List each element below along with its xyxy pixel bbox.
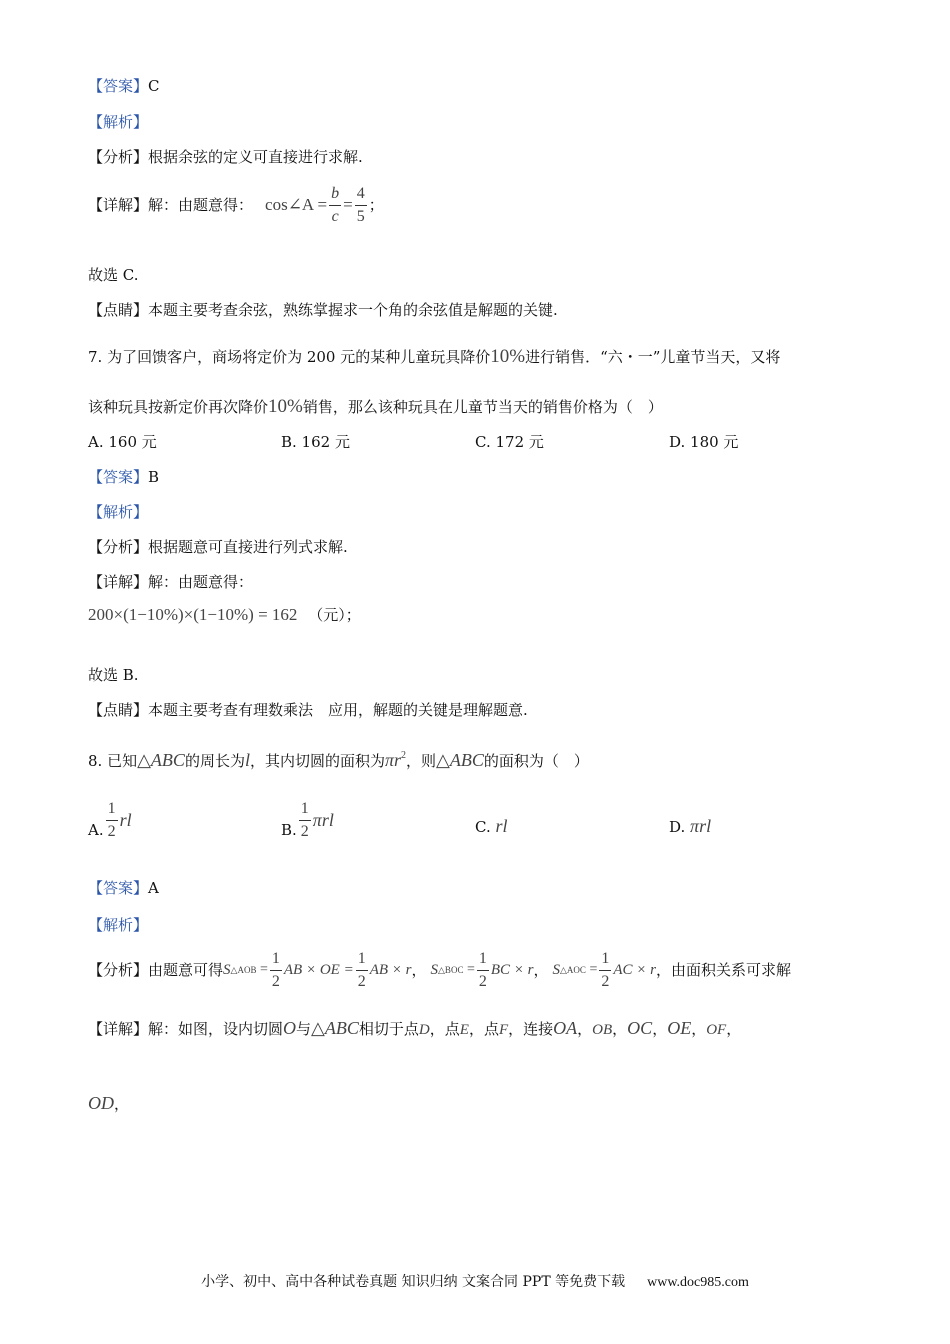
q7-percent: 10% (490, 346, 526, 367)
q8-option-a: A. $\frac{1}{2}$ rl (88, 799, 132, 840)
q6-detail-prefix: 解：由题意得： (148, 196, 254, 214)
footer-text: 小学、初中、高中各种试卷真题 知识归纳 文案合同 PPT 等免费下载 (201, 1274, 626, 1290)
footer-url[interactable]: www.doc985.com (647, 1275, 749, 1290)
analysis-label: 【解析】 (88, 916, 149, 934)
q7-formula-line (88, 604, 361, 626)
q7-answer: B (148, 468, 160, 486)
q6-conclusion: 故选 C. (88, 266, 139, 284)
analysis-label: 【解析】 (88, 503, 149, 521)
q6-answer-line (88, 75, 160, 97)
q6-comment-line (88, 299, 558, 321)
q6-formula-end: ； (368, 196, 384, 214)
q8-option-d: D. πrl (669, 816, 712, 836)
fenxi-label: 【分析】 (88, 148, 149, 166)
q7-formula-unit: （元）； (308, 606, 361, 624)
q8-option-b: B. $\frac{1}{2}$ πrl (281, 799, 334, 840)
triangle-abc: △ABC (137, 750, 185, 770)
answer-label: 【答案】 (88, 77, 149, 95)
q6-formula-left: cos∠A = (265, 195, 328, 214)
q7-option-a: A. 160 元 (88, 433, 157, 451)
q7-option-c: C. 172 元 (475, 433, 544, 451)
detail-label: 【详解】 (88, 196, 149, 214)
q7-percent-2: 10% (268, 396, 303, 417)
q6-answer: C (148, 77, 160, 95)
q6-detail-line: 【详解】 解：由题意得： cos∠A = $\frac{b}{c}$ = $\frac{4}{5}$ ； (88, 184, 384, 225)
comment-label: 【点睛】 (88, 301, 149, 319)
q7-option-b: B. 162 元 (281, 433, 350, 451)
q7-answer-line: 【答案】B (88, 468, 160, 486)
q7-option-d: D. 180 元 (669, 433, 739, 451)
q8-answer-line: 【答案】A (88, 879, 159, 897)
q6-fenxi: 根据余弦的定义可直接进行求解. (148, 148, 363, 166)
q6-fenxi-line (88, 146, 363, 168)
q8-detail-line: 【详解】解：如图，设内切圆O与△ABC相切于点D，点E，点F，连接OA，OB，OC，OE，OF， (88, 1018, 742, 1038)
q8-option-c: C. rl (475, 816, 508, 836)
q7-stem-line1: 7. 为了回馈客户，商场将定价为 200 元的某种儿童玩具降价10%进行销售．“六・一”儿童节当天，又将 (88, 346, 781, 367)
q7-stem-line2: 该种玩具按新定价再次降价10%销售，那么该种玩具在儿童节当天的销售价格为（ ） (88, 396, 663, 417)
q6-comment: 本题主要考查余弦，熟练掌握求一个角的余弦值是解题的关键. (148, 301, 558, 319)
q8-detail-line2: OD， (88, 1093, 130, 1113)
q7-comment: 本题主要考查有理数乘法 应用，解题的关键是理解题意. (148, 701, 528, 719)
q7-comment-line: 【点睛】本题主要考查有理数乘法 应用，解题的关键是理解题意. (88, 701, 528, 719)
q7-formula: 200×(1−10%)×(1−10%) = 162 (88, 605, 298, 624)
q8-answer: A (148, 879, 159, 897)
q7-detail-line: 【详解】解：由题意得： (88, 573, 254, 591)
q6-fraction-b-c: $\frac{b}{c}$ (331, 184, 340, 225)
page-footer (0, 1271, 950, 1291)
q8-fenxi-line: 【分析】 由题意可得 S △AOB = $\frac{1}{2}$ AB × OE = $\frac{1}{2}$ AB × r ， S △BOC = $\frac{1}{2}$ BC × r ， S △AOC = $\frac{1}{2}$ AC × r ，由面积关系可求解 (88, 949, 792, 990)
analysis-label: 【解析】 (88, 113, 149, 131)
q8-stem: 8. 已知△ABC的周长为l，其内切圆的面积为$\pi r^2$，则△ABC的面积为（ ） (88, 750, 589, 770)
q7-fenxi-line: 【分析】根据题意可直接进行列式求解. (88, 538, 348, 556)
q7-fenxi: 根据题意可直接进行列式求解. (148, 538, 348, 556)
q6-fraction-4-5: $\frac{4}{5}$ (356, 184, 365, 225)
q7-conclusion: 故选 B. (88, 666, 139, 684)
